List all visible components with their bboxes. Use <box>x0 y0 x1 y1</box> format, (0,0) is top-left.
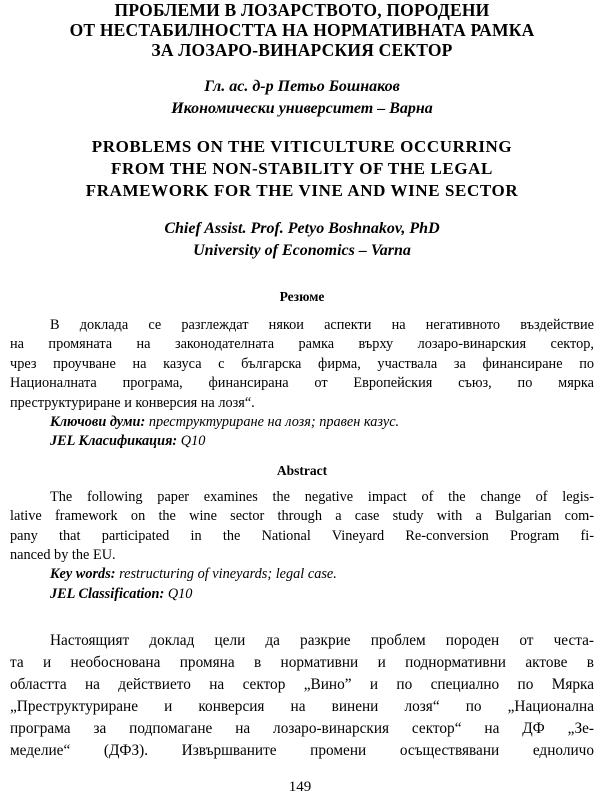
title-bg-line: ПРОБЛЕМИ В ЛОЗАРСТВОТО, ПОРОДЕНИ <box>114 0 490 20</box>
resume-line: преструктуриране и конверсия на лозя“. <box>10 394 255 411</box>
author-affiliation-en: University of Economics – Varna <box>193 242 411 259</box>
resume-line: на промяната на законодателната рамка върху лозаро-винарския сектор, <box>10 336 594 353</box>
body-paragraph <box>10 630 594 762</box>
resume-jel <box>10 432 594 451</box>
abstract-paragraph <box>10 488 594 566</box>
title-bg-line: ЗА ЛОЗАРО-ВИНАРСКИЯ СЕКТОР <box>151 40 453 60</box>
abstract-line: The following paper examines the negative impact of the change of legis- <box>50 488 594 505</box>
abstract-jel <box>10 585 594 604</box>
body-line: областта на действието на сектор „Вино” и по специално по Мярка <box>10 676 594 694</box>
body-line: „Преструктуриране и конверсия на винени лозя“ по „Национална <box>10 698 594 716</box>
abstract-heading: Abstract <box>276 462 328 478</box>
author-block-bulgarian <box>10 76 594 120</box>
body-line: Настоящият доклад цели да разкрие проблем породен от честа- <box>50 632 594 650</box>
abstract-line: lative framework on the wine sector through a case study with a Bulgarian com- <box>10 508 594 525</box>
author-name-en: Chief Assist. Prof. Petyo Boshnakov, PhD <box>164 220 440 237</box>
abstract-keywords <box>10 565 594 584</box>
title-en-line: PROBLEMS ON THE VITICULTURE OCCURRING <box>91 137 513 156</box>
author-name-bg: Гл. ас. д-р Петьо Бошнаков <box>204 78 400 95</box>
resume-jel-value: Q10 <box>180 433 206 450</box>
title-bulgarian <box>10 0 594 60</box>
author-block-english <box>10 218 594 262</box>
abstract-keywords-value: restructuring of vineyards; legal case. <box>119 566 337 583</box>
title-en-line: FROM THE NON-STABILITY OF THE LEGAL <box>110 159 493 178</box>
title-bg-line: ОТ НЕСТАБИЛНОСТТА НА НОРМАТИВНАТА РАМКА <box>69 20 535 40</box>
abstract-keywords-label: Key words: <box>50 566 116 583</box>
resume-line: Националната програма, финансирана от Европейския съюз, по мярка <box>10 375 594 392</box>
resume-keywords <box>10 413 594 432</box>
resume-keywords-value: преструктуриране на лозя; правен казус. <box>148 414 400 431</box>
resume-keywords-label: Ключови думи: <box>50 414 146 431</box>
title-en-line: FRAMEWORK FOR THE VINE AND WINE SECTOR <box>85 181 519 200</box>
abstract-jel-value: Q10 <box>167 585 193 602</box>
author-affiliation-bg: Икономически университет – Варна <box>171 100 433 117</box>
resume-line: В доклада се разглеждат някои аспекти на негативното въздействие <box>50 317 594 333</box>
body-line: програма за подпомагане на лозаро-винарския сектор“ на ДФ „Зе- <box>10 720 594 738</box>
page-number: 149 <box>288 779 312 795</box>
body-line: меделие“ (ДФЗ). Извършваните промени осъществявани едноличо <box>10 742 594 760</box>
abstract-jel-label: JEL Classification: <box>50 585 165 602</box>
title-english <box>10 136 594 202</box>
resume-jel-label: JEL Класификация: <box>50 433 178 450</box>
resume-heading: Резюме <box>279 289 325 304</box>
resume-paragraph <box>10 316 594 413</box>
abstract-line: pany that participated in the National Vineyard Re-conversion Program fi- <box>10 527 594 544</box>
body-line: та и необоснована промяна в нормативни и поднормативни актове в <box>10 654 594 672</box>
abstract-line: nanced by the EU. <box>10 547 116 564</box>
resume-line: чрез проучване на казуса с българска фирма, участвала за финансиране по <box>10 355 594 372</box>
